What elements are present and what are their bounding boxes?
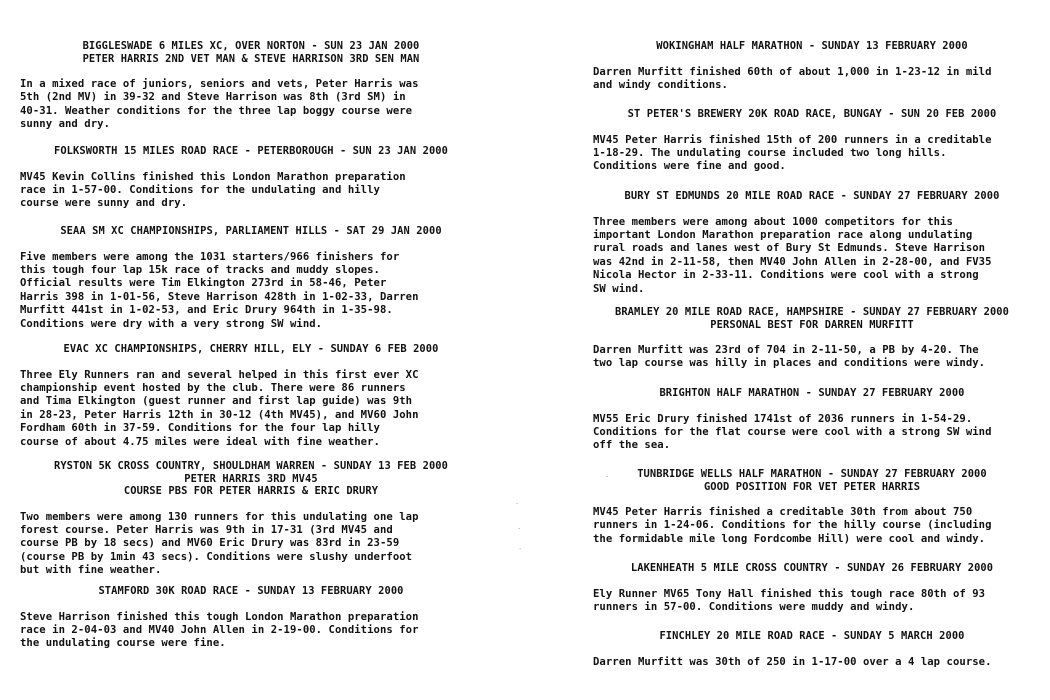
race-body: In a mixed race of juniors, seniors and vets, Peter Harris was 5th (2nd MV) in 39-32 and Steve Harrison was 8th (3rd SM) in 40-31. Weather conditions for the three lap boggy course were sunny and dry. xyxy=(20,78,419,131)
right-column xyxy=(525,0,1050,700)
race-heading: BURY ST EDMUNDS 20 MILE ROAD RACE - SUNDAY 27 FEBRUARY 2000 xyxy=(624,190,1000,202)
scan-speck: · xyxy=(606,473,609,481)
race-report xyxy=(525,306,1050,371)
race-heading: SEAA SM XC CHAMPIONSHIPS, PARLIAMENT HILLS - SAT 29 JAN 2000 xyxy=(60,225,442,237)
race-body: Three members were among about 1000 competitors for this important London Marathon preparation race along undulating rural roads and lanes west of Bury St Edmunds. Steve Harrison was 42nd in 2-11-58, then MV40 John Allen in 2-28-00, and FV35 Nicola Hector in 2-33-11. Conditions were cool with a strong SW wind. xyxy=(593,215,992,295)
race-report xyxy=(525,40,1050,92)
race-heading: ST PETER'S BREWERY 20K ROAD RACE, BUNGAY - SUN 20 FEB 2000 xyxy=(627,108,997,120)
race-body: Ely Runner MV65 Tony Hall finished this tough race 80th of 93 runners in 57-00. Conditions were muddy and windy. xyxy=(593,587,986,613)
race-report xyxy=(0,585,525,651)
race-heading: EVAC XC CHAMPIONSHIPS, CHERRY HILL, ELY - SUNDAY 6 FEB 2000 xyxy=(63,343,439,355)
race-report xyxy=(0,343,525,449)
race-body: Darren Murfitt finished 60th of about 1,000 in 1-23-12 in mild and windy conditions. xyxy=(593,65,992,91)
scan-speck: · xyxy=(519,545,522,553)
race-heading: FINCHLEY 20 MILE ROAD RACE - SUNDAY 5 MARCH 2000 xyxy=(659,630,965,642)
race-report xyxy=(525,468,1050,546)
race-heading: LAKENHEATH 5 MILE CROSS COUNTRY - SUNDAY 26 FEBRUARY 2000 xyxy=(630,562,994,574)
race-report xyxy=(525,630,1050,669)
race-report xyxy=(0,460,525,578)
race-heading: FOLKSWORTH 15 MILES ROAD RACE - PETERBOROUGH - SUN 23 JAN 2000 xyxy=(53,145,449,157)
race-report xyxy=(525,562,1050,614)
race-report xyxy=(525,387,1050,453)
race-heading: STAMFORD 30K ROAD RACE - SUNDAY 13 FEBRUARY 2000 xyxy=(98,585,404,597)
race-report xyxy=(0,145,525,211)
race-report xyxy=(525,108,1050,174)
scan-speck: · xyxy=(518,525,521,533)
race-body: Darren Murfitt was 30th of 250 in 1-17-00 over a 4 lap course. xyxy=(593,655,992,668)
race-report xyxy=(0,40,525,132)
race-heading: TUNBRIDGE WELLS HALF MARATHON - SUNDAY 27 FEBRUARY 2000 GOOD POSITION FOR VET PETER HARRIS xyxy=(637,468,987,493)
race-heading: WOKINGHAM HALF MARATHON - SUNDAY 13 FEBRUARY 2000 xyxy=(656,40,968,52)
race-heading: BRAMLEY 20 MILE ROAD RACE, HAMPSHIRE - SUNDAY 27 FEBRUARY 2000 PERSONAL BEST FOR DARREN MURFITT xyxy=(614,306,1010,331)
race-heading: BIGGLESWADE 6 MILES XC, OVER NORTON - SUN 23 JAN 2000 PETER HARRIS 2ND VET MAN & STEVE HARRISON 3RD SEN MAN xyxy=(82,40,420,65)
race-report xyxy=(525,190,1050,296)
race-body: MV55 Eric Drury finished 1741st of 2036 runners in 1-54-29. Conditions for the flat course were cool with a strong SW wind off the sea. xyxy=(593,412,992,452)
race-body: MV45 Kevin Collins finished this London Marathon preparation race in 1-57-00. Conditions for the undulating and hilly course were sunny and dry. xyxy=(20,170,406,210)
race-body: MV45 Peter Harris finished 15th of 200 runners in a creditable 1-18-29. The undulating course included two long hills. Conditions were fine and good. xyxy=(593,133,992,173)
race-report xyxy=(0,225,525,331)
scan-speck: · xyxy=(516,500,519,508)
race-body: Steve Harrison finished this tough London Marathon preparation race in 2-04-03 and MV40 John Allen in 2-19-00. Conditions for the undulating course were fine. xyxy=(20,610,419,650)
race-body: Three Ely Runners ran and several helped in this first ever XC championship event hosted by the club. There were 86 runners and Tima Elkington (guest runner and first lap guide) was 9th in 28-23, Peter Harris 12th in 30-12 (4th MV45), and MV60 John Fordham 60th in 37-59. Conditions for the four lap hilly course of about 4.75 miles were ideal with fine weather. xyxy=(20,368,419,448)
race-heading: BRIGHTON HALF MARATHON - SUNDAY 27 FEBRUARY 2000 xyxy=(659,387,965,399)
race-body: MV45 Peter Harris finished a creditable 30th from about 750 runners in 1-24-06. Conditions for the hilly course (including the formidable mile long Fordcombe Hill) were cool and windy. xyxy=(593,506,992,545)
race-body: Five members were among the 1031 starters/966 finishers for this tough four lap 15k race of tracks and muddy slopes. Official results were Tim Elkington 273rd in 58-46, Peter Harris 398 in 1-01-56, Steve Harrison 428th in 1-02-33, Darren Murfitt 441st in 1-02-53, and Eric Drury 964th in 1-35-98. Conditions were dry with a very strong SW wind. xyxy=(20,250,419,330)
race-body: Two members were among 130 runners for this undulating one lap forest course. Peter Harris was 9th in 17-31 (3rd MV45 and course PB by 18 secs) and MV60 Eric Drury was 83rd in 23-59 (course PB by 1min 43 secs). Conditions were slushy underfoot but with fine weather. xyxy=(20,510,419,577)
race-body: Darren Murfitt was 23rd of 704 in 2-11-50, a PB by 4-20. The two lap course was hilly in places and conditions were windy. xyxy=(593,344,986,370)
race-heading: RYSTON 5K CROSS COUNTRY, SHOULDHAM WARREN - SUNDAY 13 FEB 2000 PETER HARRIS 3RD MV45 COURSE PBS FOR PETER HARRIS & ERIC DRURY xyxy=(53,460,449,497)
